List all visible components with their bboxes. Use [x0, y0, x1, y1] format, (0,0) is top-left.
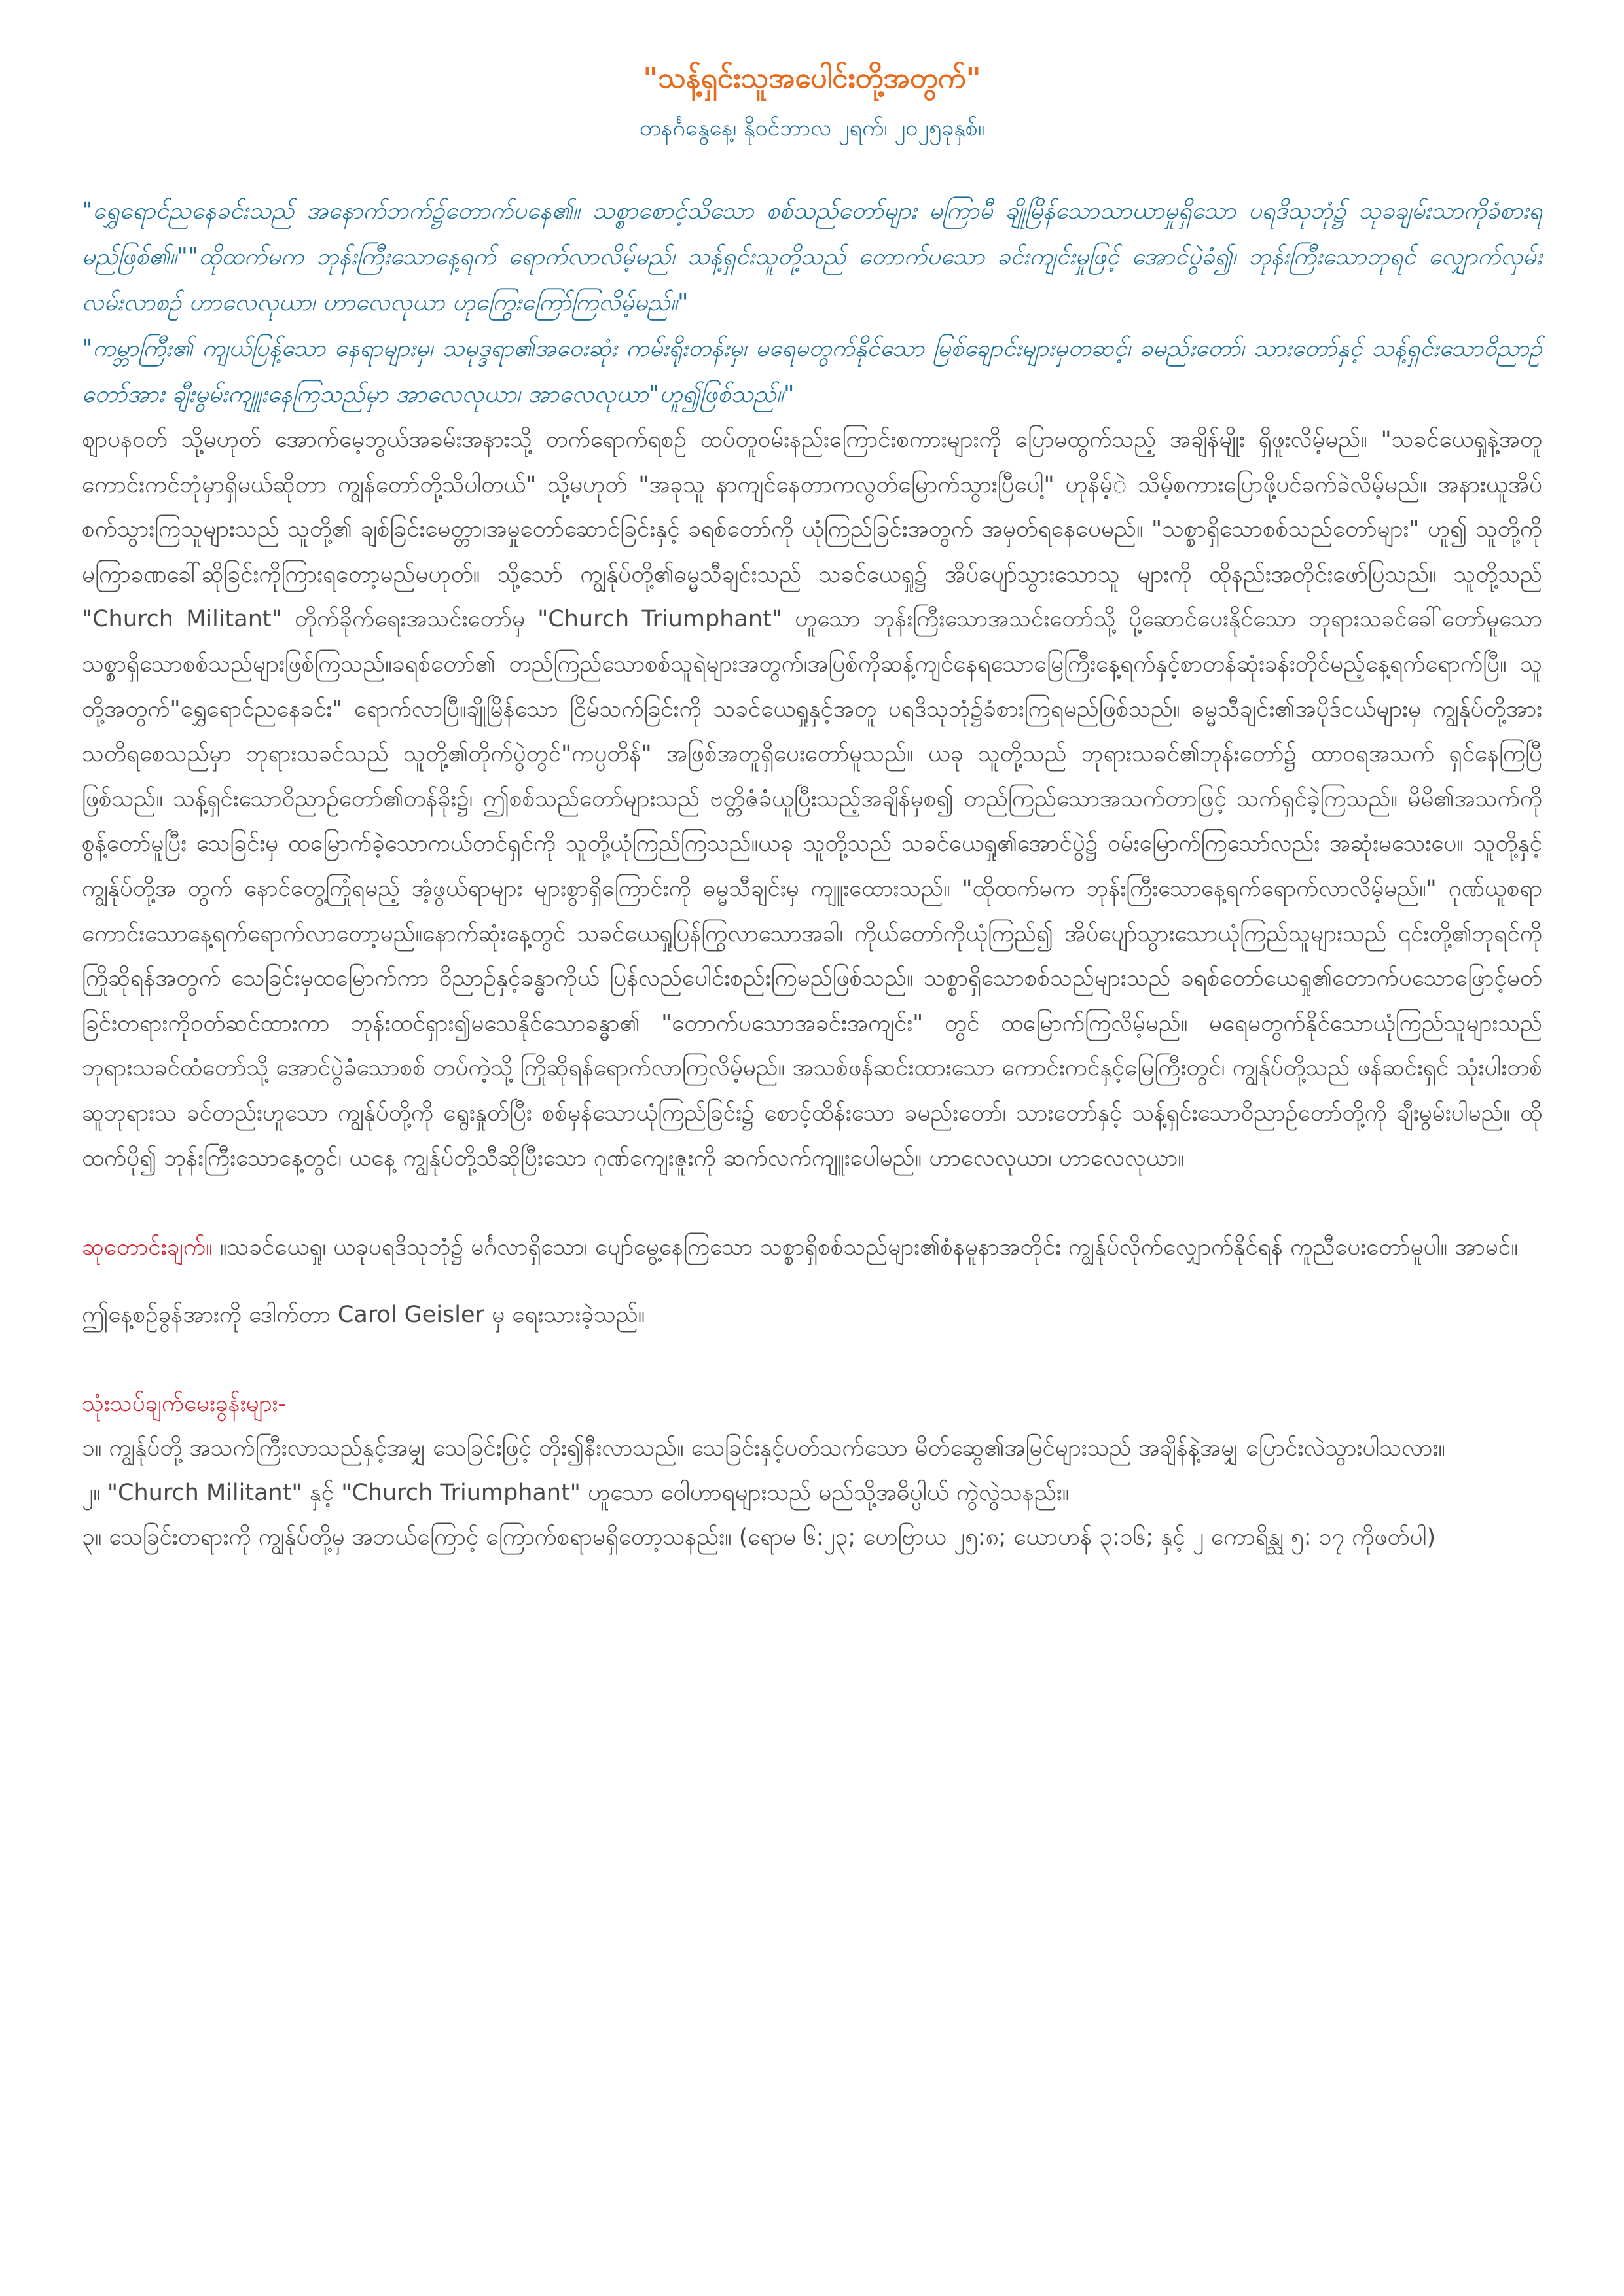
- prayer-paragraph: [82, 1225, 1542, 1270]
- question-item: ၁။ ကျွန်ုပ်တို့ အသက်ကြီးလာသည်နှင့်အမျှ သေခြင်းဖြင့် တိုး၍နီးလာသည်။ သေခြင်းနှင့်ပတ်သက်သော မိတ်ဆွေ၏အမြင်များသည် အချိန်နဲ့အမျှ ပြောင်းလဲသွားပါသလား။: [82, 1435, 1445, 1462]
- prayer-text: ။သခင်ယေရှု၊ ယခုပရဒိသုဘုံ၌ မင်္ဂလာရှိသော၊ ပျော်မွေ့နေကြသော သစ္စာရှိစစ်သည်များ၏စံနမူနာအတိုင်း ကျွန်ုပ်လိုက်လျှောက်နိုင်ရန် ကူညီပေးတော်မူပါ။ အာမင်။: [212, 1234, 1518, 1261]
- scripture-quote-1: "ရွှေရောင်ညနေခင်းသည် အနောက်ဘက်၌တောက်ပနေ၏။ သစ္စာစောင့်သိသော စစ်သည်တော်များ မကြာမီ ချိုမြိန်သောသာယာမှုရှိသော ပရဒိသုဘုံ၌ သုခချမ်းသာကိုခံစားရမည်ဖြစ်၏။": [82, 198, 1542, 270]
- author-credit: ဤနေ့စဉ်ခွန်အားကို ဒေါက်တာ Carol Geisler မှ ရေးသားခဲ့သည်။: [82, 1302, 645, 1329]
- scripture-quote: [82, 188, 1542, 326]
- date-line: တနင်္ဂနွေနေ့၊ နိုဝင်ဘာလ ၂ရက်၊ ၂၀၂၅ခုနှစ်။: [639, 115, 985, 141]
- devotion-body: ဈာပနဝတ် သို့မဟုတ် အောက်မေ့ဘွယ်အခမ်းအနားသို့ တက်ရောက်ရစဉ် ထပ်တူဝမ်းနည်းကြောင်းစကားများကို ပြောမထွက်သည့် အချိန်မျိုး ရှိဖူးလိမ့်မည်။ "သခင်ယေရှုနဲ့အတူ ကောင်းကင်ဘုံမှာရှိမယ်ဆိုတာ ကျွန်တော်တို့သိပါတယ်" သို့မဟုတ် "အခုသူ နာကျင်နေတာကလွတ်မြောက်သွားပြီပေါ့" ဟုနိမ့်ဲ သိမ့်စကားပြောဖို့ပင်ခက်ခဲလိမ့်မည်။ အနားယူအိပ် စက်သွားကြသူများသည် သူတို့၏ ချစ်ခြင်းမေတ္တာ၊အမှုတော်ဆောင်ခြင်းနှင့် ခရစ်တော်ကို ယုံကြည်ခြင်းအတွက် အမှတ်ရနေပေမည်။ "သစ္စာရှိသောစစ်သည်တော်များ" ဟူ၍ သူတို့ကို မကြာခဏခေါ်ဆိုခြင်းကိုကြားရတော့မည်မဟုတ်။ သို့သော် ကျွန်ုပ်တို့၏ဓမ္မသီချင်းသည် သခင်ယေရှု၌ အိပ်ပျော်သွားသောသူ များကို ထိုနည်းအတိုင်းဖော်ပြသည်။ သူတို့သည် "Church Militant" တိုက်ခိုက်ရေးအသင်းတော်မှ "Church Triumphant" ဟူသော ဘုန်းကြီးသောအသင်းတော်သို့ ပို့ဆောင်ပေးနိုင်သော ဘုရားသခင်ခေါ်တော်မူသော သစ္စာရှိသောစစ်သည်များဖြစ်ကြသည်။ခရစ်တော်၏ တည်ကြည်သောစစ်သူရဲများအတွက်၊အပြစ်ကိုဆန့်ကျင်နေရသောမြေကြီးနေ့ရက်နှင့်စာတန်ဆုံးခန်းတိုင်မည့်နေ့ရက်ရောက်ပြီ။ သူတို့အတွက်"ရွှေရောင်ညနေခင်း" ရောက်လာပြီ။ချိုမြိန်သော ငြိမ်သက်ခြင်းကို သခင်ယေရှုနှင့်အတူ ပရဒိသုဘုံ၌ခံစားကြရမည်ဖြစ်သည်။ ဓမ္မသီချင်း၏အပိုဒ်ငယ်များမှ ကျွန်ုပ်တို့အား သတိရစေသည်မှာ ဘုရားသခင်သည် သူတို့၏တိုက်ပွဲတွင်"ကပ္ပတိန်" အဖြစ်အတူရှိပေးတော်မူသည်။ ယခု သူတို့သည် ဘုရားသခင်၏ဘုန်းတော်၌ ထာဝရအသက် ရှင်နေကြပြီဖြစ်သည်။ သန့်ရှင်းသောဝိညာဉ်တော်၏တန်ခိုး၌၊ ဤစစ်သည်တော်များသည် ဗတ္တိဇံခံယူပြီးသည့်အချိန်မှစ၍ တည်ကြည်သောအသက်တာဖြင့် သက်ရှင်ခဲ့ကြသည်။ မိမိ၏အသက်ကို စွန့်တော်မူပြီး သေခြင်းမှ ထမြောက်ခဲ့သောကယ်တင်ရှင်ကို သူတို့ယုံကြည်ကြသည်။ယခု သူတို့သည် သခင်ယေရှု၏အောင်ပွဲ၌ ဝမ်းမြောက်ကြသော်လည်း အဆုံးမသေးပေ။ သူတို့နှင့် ကျွန်ုပ်တို့အ တွက် နောင်တွေ့ကြုံရမည့် အံ့ဖွယ်ရာများ များစွာရှိကြောင်းကို ဓမ္မသီချင်းမှ ကျူးထေားသည်။ "ထိုထက်မက ဘုန်းကြီးသောနေ့ရက်ရောက်လာလိမ့်မည်။" ဂုဏ်ယူစရာကောင်းသောနေ့ရက်ရောက်လာတော့မည်။နောက်ဆုံးနေ့တွင် သခင်ယေရှုပြန်ကြွလာသောအခါ၊ ကိုယ်တော်ကိုယုံကြည်၍ အိပ်ပျော်သွားသောယုံကြည်သူများသည် ၎င်းတို့၏ဘုရင်ကို ကြိုဆိုရန်အတွက် သေခြင်းမှထမြောက်ကာ ဝိညာဉ်နှင့်ခန္ဓာကိုယ် ပြန်လည်ပေါင်းစည်းကြမည်ဖြစ်သည်။ သစ္စာရှိသောစစ်သည်များသည် ခရစ်တော်ယေရှု၏တောက်ပသောဖြောင့်မတ်ခြင်းတရားကိုဝတ်ဆင်ထားကာ ဘုန်းထင်ရှား၍မသေနိုင်သောခန္ဓာ၏ "တောက်ပသောအခင်းအကျင်း" တွင် ထမြောက်ကြလိမ့်မည်။ မရေမတွက်နိုင်သောယုံကြည်သူများသည် ဘုရားသခင်ထံတော်သို့ အောင်ပွဲခံသောစစ် တပ်ကဲ့သို့ ကြိုဆိုရန်ရောက်လာကြလိမ့်မည်။ အသစ်ဖန်ဆင်းထားသော ကောင်းကင်နှင့်မြေကြီးတွင်၊ ကျွန်ုပ်တို့သည် ဖန်ဆင်းရှင် သုံးပါးတစ်ဆူဘုရားသ ခင်တည်းဟူသော ကျွန်ုပ်တို့ကို ရွေးနှုတ်ပြီး စစ်မှန်သောယုံကြည်ခြင်း၌ စောင့်ထိန်းသော ခမည်းတော်၊ သားတော်နှင့် သန့်ရှင်းသောဝိညာဉ်တော်တို့ကို ချီးမွမ်းပါမည်။ ထိုထက်ပို၍ ဘုန်းကြီးသောနေ့တွင်၊ ယနေ့ ကျွန်ုပ်တို့သီဆိုပြီးသော ဂုဏ်ကျေးဇူးကို ဆက်လက်ကျူးပေါမည်။ ဟာလေလုယာ၊ ဟာလေလုယာ။: [82, 427, 1542, 1172]
- page-title: "သန့်ရှင်းသူအပေါင်းတို့အတွက်": [643, 62, 981, 95]
- question-item: ၃။ သေခြင်းတရားကို ကျွန်ုပ်တို့မှ အဘယ်ကြောင့် ကြောက်စရာမရှိတော့သနည်း။ (ရောမ ၆:၂၃; ဟေဗြာယ ၂၅:၈; ယောဟန် ၃:၁၆; နှင့် ၂ ကောရိန္သု ၅: ၁၇ ကိုဖတ်ပါ): [82, 1524, 1436, 1551]
- scripture-quote-2: "ထိုထက်မက ဘုန်းကြီးသောနေ့ရက် ရောက်လာလိမ့်မည်၊ သန့်ရှင်းသူတို့သည် တောက်ပသော ခင်းကျင်းမှုဖြင့် အောင်ပွဲခံ၍၊ ဘုန်းကြီးသောဘုရင် လျှောက်လှမ်းလမ်းလာစဉ် ဟာလေလုယာ၊ ဟာလေလုယာ ဟုကြွေးကြော်ကြလိမ့်မည်။": [82, 243, 1542, 316]
- scripture-block: [82, 188, 1542, 418]
- question-item: ၂။ "Church Militant" နှင့် "Church Triumphant" ဟူသော ဝေါဟာရများသည် မည်သို့အဓိပ္ပါယ် ကွဲလွဲသနည်း။: [82, 1480, 1070, 1507]
- questions-heading: သုံးသပ်ချက်မေးခွန်းများ-: [82, 1391, 287, 1418]
- prayer-label: ဆုတောင်းချက်။: [82, 1234, 213, 1261]
- scripture-quote-3: "ကမ္ဘာကြီး၏ ကျယ်ပြန့်သော နေရာများမှ၊ သမုဒ္ဒရာ၏အဝေးဆုံး ကမ်းရိုးတန်းမှ၊ မရေမတွက်နိုင်သော မြစ်ချောင်းများမှတဆင့်၊ ခမည်းတော်၊ သားတော်နှင့် သန့်ရှင်းသောဝိညာဉ်တော်အား ချီးမွမ်းကျူးနေကြသည်မှာ အာလေလုယာ၊ အာလေလုယာ"ဟူ၍ဖြစ်သည်။": [82, 335, 1542, 408]
